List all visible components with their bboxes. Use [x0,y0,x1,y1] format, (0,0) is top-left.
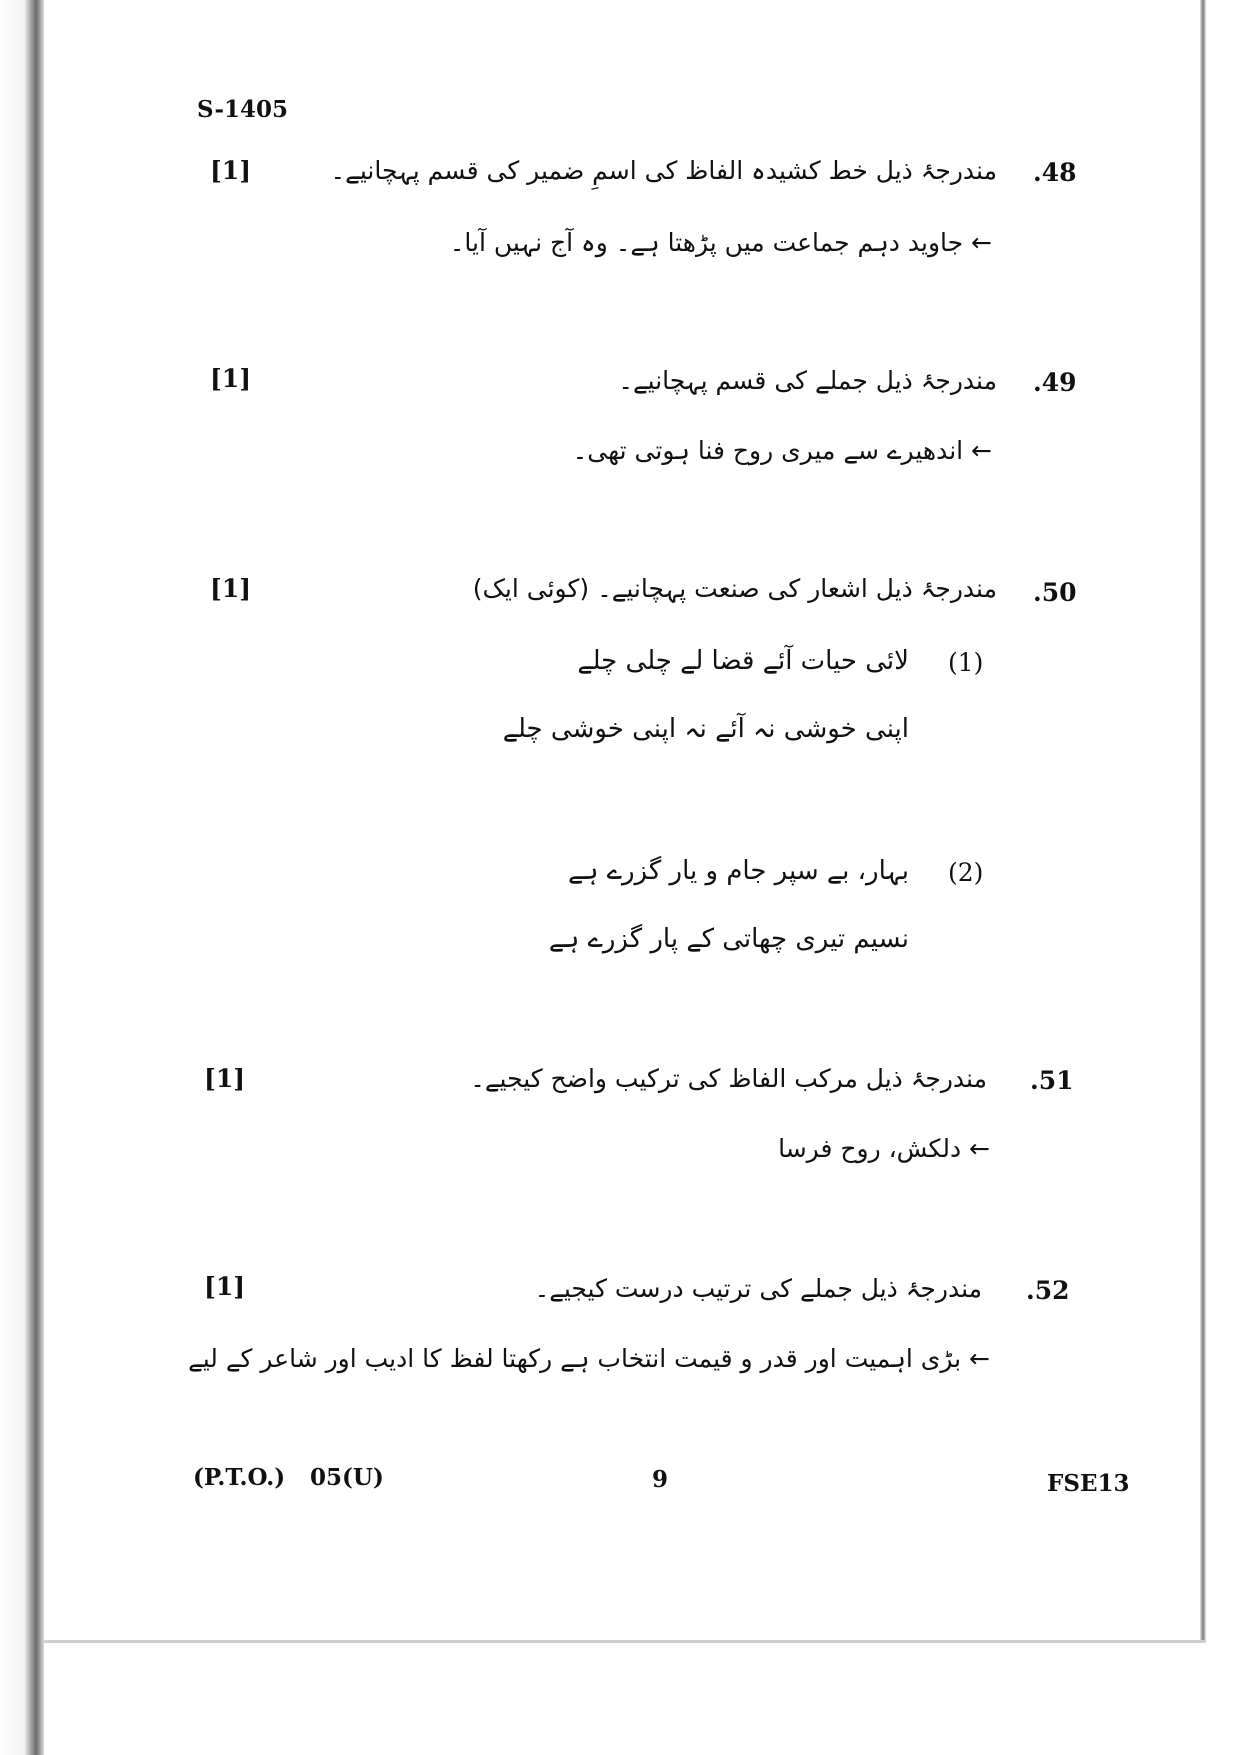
q50-marks: [1] [210,574,252,603]
q49-number: .49 [1033,368,1077,397]
q50-number: .50 [1033,578,1077,607]
q48-prompt: مندرجۂ ذیل خط کشیدہ الفاظ کی اسمِ ضمیر کی قسم پہچانیے۔ [330,156,997,185]
q52-item: ← بڑی اہمیت اور قدر و قیمت انتخاب ہے رکھتا لفظ کا ادیب اور شاعر کے لیے [188,1344,990,1373]
q50-verse2-line1: بہار، بے سپر جام و یار گزرے ہے [568,856,909,886]
q51-item: ← دلکش، روح فرسا [778,1134,990,1163]
q52-number: .52 [1026,1276,1070,1305]
scan-shadow-right [1200,0,1206,1640]
q50-verse1-line2: اپنی خوشی نہ آئے نہ اپنی خوشی چلے [502,714,909,744]
footer-paper-code: FSE13 [1047,1470,1130,1497]
q49-prompt: مندرجۂ ذیل جملے کی قسم پہچانیے۔ [618,366,997,395]
paper-code-header: S-1405 [197,96,289,123]
q50-prompt: مندرجۂ ذیل اشعار کی صنعت پہچانیے۔ (کوئی ایک) [472,574,997,603]
footer-version: 05(U) [310,1464,384,1491]
q52-marks: [1] [204,1272,246,1301]
q48-item: ← جاوید دہم جماعت میں پڑھتا ہے۔ وہ آج نہیں آیا۔ [449,228,992,257]
q51-number: .51 [1030,1066,1074,1095]
footer-page-number: 9 [652,1466,669,1493]
footer-pto: (P.T.O.) [193,1464,286,1491]
q51-marks: [1] [204,1064,246,1093]
q50-verse2-number: (2) [948,858,984,887]
q50-verse2-line2: نسیم تیری چھاتی کے پار گزرے ہے [548,924,909,954]
q52-prompt: مندرجۂ ذیل جملے کی ترتیب درست کیجیے۔ [534,1274,982,1303]
scan-shadow-left [0,0,44,1755]
scan-shadow-bottom [44,1640,1206,1643]
q48-number: .48 [1033,158,1077,187]
q48-marks: [1] [210,156,252,185]
q50-verse1-line1: لائی حیات آئے قضا لے چلی چلے [577,646,909,676]
q51-prompt: مندرجۂ ذیل مرکب الفاظ کی ترکیب واضح کیجیے۔ [470,1064,987,1093]
q49-item: ← اندھیرے سے میری روح فنا ہوتی تھی۔ [572,436,992,465]
q50-verse1-number: (1) [948,648,984,677]
q49-marks: [1] [210,364,252,393]
